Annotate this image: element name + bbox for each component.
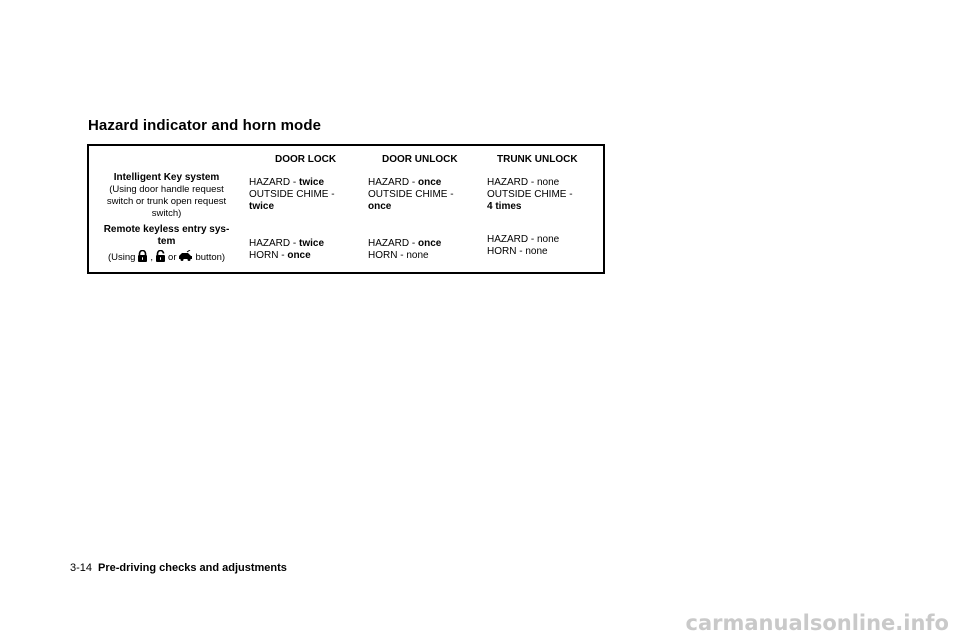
sublabel-prefix: (Using bbox=[107, 252, 136, 263]
row-header-remote-keyless bbox=[89, 224, 244, 264]
row-sublabel-line: switch or trunk open request bbox=[106, 196, 227, 207]
cell-value: once bbox=[287, 250, 311, 261]
cell-ikey-trunk-unlock bbox=[487, 177, 573, 213]
cell-value: once bbox=[368, 201, 392, 212]
row-sublabel-line: (Using door handle request bbox=[109, 184, 224, 195]
watermark: carmanualsonline.info bbox=[685, 611, 949, 635]
cell-label: HAZARD - bbox=[368, 177, 418, 188]
cell-remote-door-lock bbox=[249, 238, 324, 262]
row-label-line: tem bbox=[157, 236, 176, 247]
cell-label: HAZARD - bbox=[249, 238, 299, 249]
cell-ikey-door-lock bbox=[249, 177, 335, 213]
trunk-icon bbox=[178, 250, 193, 262]
cell-label: HORN - bbox=[487, 246, 526, 257]
cell-label: OUTSIDE CHIME - bbox=[368, 189, 454, 200]
header-door-unlock: DOOR UNLOCK bbox=[382, 154, 458, 165]
cell-value: once bbox=[418, 177, 442, 188]
row-sublabel bbox=[89, 250, 244, 264]
cell-value: none bbox=[537, 234, 560, 245]
cell-label: OUTSIDE CHIME - bbox=[487, 189, 573, 200]
page-footer bbox=[70, 562, 287, 574]
cell-label: HAZARD - bbox=[249, 177, 299, 188]
cell-value: twice bbox=[299, 238, 325, 249]
header-door-lock: DOOR LOCK bbox=[275, 154, 337, 165]
sublabel-separator: , bbox=[150, 252, 154, 263]
cell-label: HORN - bbox=[368, 250, 407, 261]
sublabel-or: or bbox=[168, 252, 177, 263]
sublabel-suffix: button) bbox=[195, 252, 226, 263]
row-label: Intelligent Key system bbox=[113, 172, 220, 183]
cell-ikey-door-unlock bbox=[368, 177, 454, 213]
cell-value: none bbox=[525, 246, 548, 257]
header-trunk-unlock: TRUNK UNLOCK bbox=[497, 154, 578, 165]
footer-section: Pre-driving checks and adjustments bbox=[98, 562, 287, 574]
cell-label: HAZARD - bbox=[487, 234, 537, 245]
cell-label: OUTSIDE CHIME - bbox=[249, 189, 335, 200]
cell-remote-trunk-unlock bbox=[487, 234, 559, 258]
cell-label: HAZARD - bbox=[368, 238, 418, 249]
lock-icon bbox=[137, 250, 148, 262]
cell-value: twice bbox=[299, 177, 325, 188]
cell-label: HAZARD - bbox=[487, 177, 537, 188]
cell-value: none bbox=[537, 177, 560, 188]
section-title: Hazard indicator and horn mode bbox=[88, 117, 322, 134]
page-number: 3-14 bbox=[70, 562, 93, 574]
cell-label: HORN - bbox=[249, 250, 288, 261]
row-header-intelligent-key bbox=[89, 172, 244, 220]
cell-value: none bbox=[406, 250, 429, 261]
cell-remote-door-unlock bbox=[368, 238, 441, 262]
row-label-line: Remote keyless entry sys- bbox=[103, 224, 230, 235]
cell-value: twice bbox=[249, 201, 275, 212]
cell-value: once bbox=[418, 238, 442, 249]
cell-value: 4 times bbox=[487, 201, 522, 212]
row-sublabel-line: switch) bbox=[151, 208, 182, 219]
unlock-icon bbox=[155, 250, 166, 262]
hazard-horn-table bbox=[87, 144, 605, 274]
